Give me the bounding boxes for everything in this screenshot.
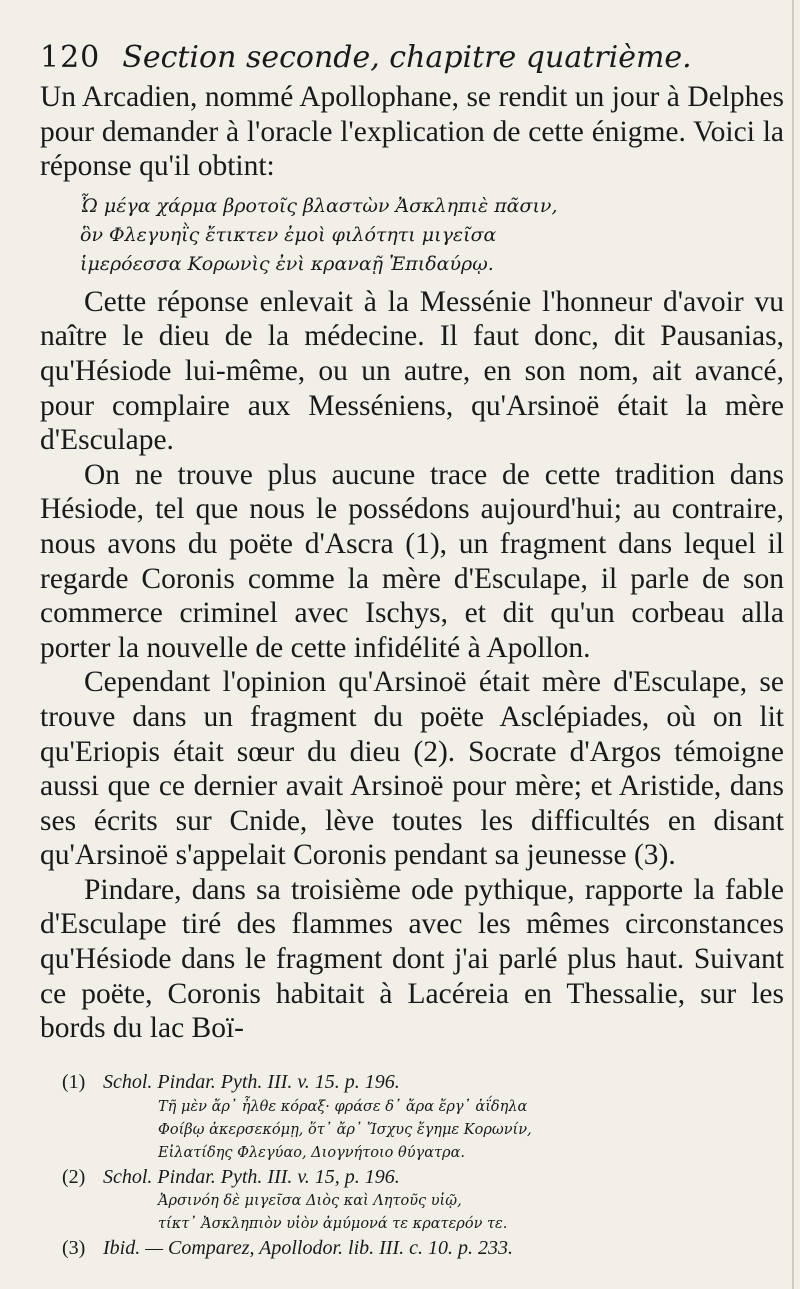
running-title: Section seconde, chapitre quatrième. xyxy=(122,40,692,75)
footnote-1 xyxy=(40,1070,784,1165)
paragraph-4: Cependant l'opinion qu'Arsinoë était mère d'Esculape, se trouve dans un fragment du poëte Asclépiades, où on lit qu'Eriopis était sœur du dieu (2). Socrate d'Argos témoigne aussi que ce dernier avait Arsinoë pour mère; et Aristide, dans ses écrits sur Cnide, lève toutes les difficultés en disant qu'Arsinoë s'appelait Coronis pendant sa jeunesse (3). xyxy=(40,666,784,872)
footnote-reference: Schol. Pindar. Pyth. III. v. 15, p. 196. xyxy=(103,1165,400,1188)
main-text xyxy=(40,80,784,1046)
greek-verse-line: Ὦ μέγα χάρμα βροτοῖς βλαστὼν Ἀσκληπιὲ πᾶσιν, xyxy=(80,194,558,217)
footnotes xyxy=(40,1070,784,1262)
greek-verse-line: ἱμερόεσσα Κορωνὶς ἐνὶ κραναῇ Ἐπιδαύρῳ. xyxy=(80,252,494,275)
footnote-number: (1) xyxy=(62,1071,86,1093)
footnote-reference: Ibid. — Comparez, Apollodor. lib. III. c. 10. p. 233. xyxy=(103,1237,513,1259)
footnote-greek-line: Φοίβῳ ἀκερσεκόμῃ, ὅτ᾽ ἄρ᾽ Ἴσχυς ἔγημε Κορωνίν, xyxy=(158,1121,532,1138)
footnote-greek-line: Τῆ μὲν ἄρ᾽ ἦλθε κόραξ· φράσε δ᾽ ἄρα ἔργ᾽ ἀΐδηλα xyxy=(158,1098,528,1115)
paragraph-3: On ne trouve plus aucune trace de cette tradition dans Hésiode, tel que nous le possédons aujourd'hui; au contraire, nous avons du poëte d'Ascra (1), un fragment dans lequel il regarde Coronis comme la mère d'Esculape, il parle de son commerce criminel avec Ischys, et dit qu'un corbeau alla porter la nouvelle de cette infidélité à Apollon. xyxy=(40,458,784,664)
greek-oracle-verse xyxy=(80,192,784,279)
paragraph-2: Cette réponse enlevait à la Messénie l'honneur d'avoir vu naître le dieu de la médecine. Il faut donc, dit Pausanias, qu'Hésiode lui-même, ou un autre, en son nom, ait avancé, pour complaire aux Messéniens, qu'Arsinoë était la mère d'Esculape. xyxy=(40,285,784,457)
greek-verse-line: ὃν Φλεγυηῒς ἔτικτεν ἐμοὶ φιλότητι μιγεῖσα xyxy=(80,223,497,246)
running-header xyxy=(40,40,784,80)
footnote-2 xyxy=(40,1165,784,1237)
footnote-greek-line: Ἀρσινόη δὲ μιγεῖσα Διὸς καὶ Λητοῦς υἱῷ, xyxy=(158,1193,462,1209)
paragraph-1: Un Arcadien, nommé Apollophane, se rendit un jour à Delphes pour demander à l'oracle l'explication de cette énigme. Voici la réponse qu'il obtint: xyxy=(40,81,784,183)
footnote-number: (3) xyxy=(62,1237,86,1259)
footnote-3 xyxy=(40,1236,784,1262)
footnote-reference: Schol. Pindar. Pyth. III. v. 15. p. 196. xyxy=(103,1071,400,1093)
footnote-greek-line: τίκτ᾽ Ἀσκληπιὸν υἱὸν ἀμύμονά τε κρατερόν τε. xyxy=(158,1216,508,1232)
paragraph-5: Pindare, dans sa troisième ode pythique, rapporte la fable d'Esculape tiré des flammes avec les mêmes circonstances qu'Hésiode dans le fragment dont j'ai parlé plus haut. Suivant ce poëte, Coronis habitait à Lacéreia en Thessalie, sur les bords du lac Boï- xyxy=(40,873,784,1045)
footnote-number: (2) xyxy=(62,1165,86,1188)
book-page xyxy=(40,40,784,1260)
footnote-greek-line: Εἰλατίδης Φλεγύαο, Διογνήτοιο θύγατρα. xyxy=(158,1144,465,1161)
page-edge-shadow xyxy=(792,0,794,1289)
page-number: 120 xyxy=(40,40,101,75)
